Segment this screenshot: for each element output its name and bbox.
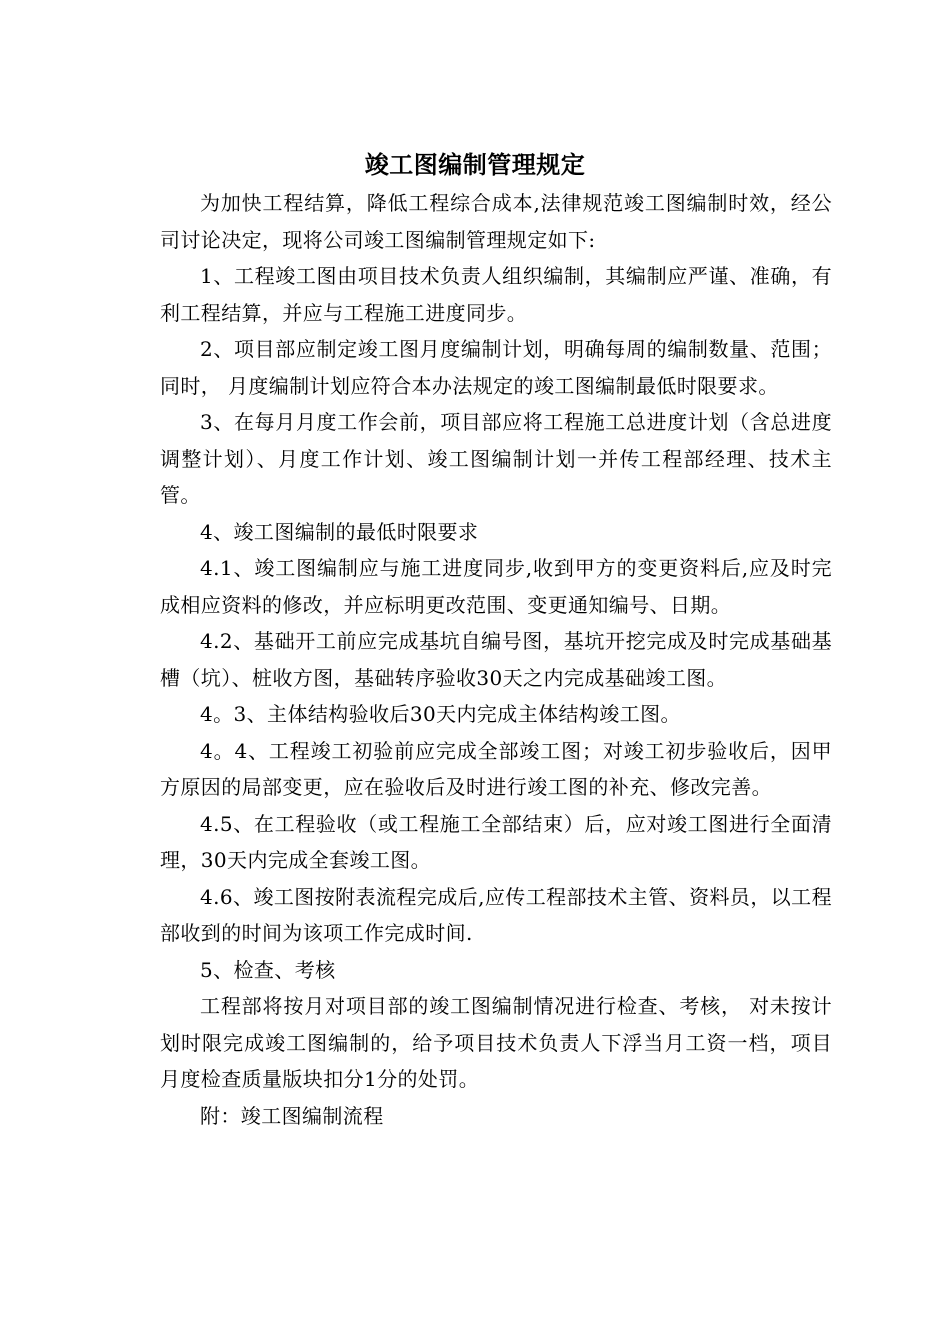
clause-5-paragraph: 工程部将按月对项目部的竣工图编制情况进行检查、考核， 对未按计划时限完成竣工图编制的，给予项目技术负责人下浮当月工资一档，项目月度检查质量版块扣分1分的处罚。 (160, 994, 832, 1091)
attachment-note: 附：竣工图编制流程 (200, 1103, 384, 1128)
document-title: 竣工图编制管理规定 (364, 151, 586, 180)
clause-1-paragraph: 1、工程竣工图由项目技术负责人组织编制，其编制应严谨、准确，有利工程结算，并应与工程施工进度同步。 (160, 264, 832, 325)
clause-2-paragraph: 2、项目部应制定竣工图月度编制计划，明确每周的编制数量、范围；同时， 月度编制计划应符合本办法规定的竣工图编制最低时限要求。 (160, 337, 832, 398)
document-body (160, 185, 832, 1134)
clause-4-1-paragraph: 4.1、竣工图编制应与施工进度同步,收到甲方的变更资料后,应及时完成相应资料的修改，并应标明更改范围、变更通知编号、日期。 (160, 556, 832, 617)
clause-5-heading: 5、检查、考核 (200, 957, 336, 982)
clause-4-5-paragraph: 4.5、在工程验收（或工程施工全部结束）后，应对竣工图进行全面清理，30天内完成全套竣工图。 (160, 811, 832, 872)
clause-4-2-paragraph: 4.2、基础开工前应完成基坑自编号图，基坑开挖完成及时完成基础基槽（坑）、桩收方图，基础转序验收30天之内完成基础竣工图。 (160, 629, 832, 690)
intro-paragraph: 为加快工程结算，降低工程综合成本,法律规范竣工图编制时效，经公司讨论决定，现将公司竣工图编制管理规定如下: (160, 191, 832, 252)
clause-4-3-paragraph: 4。3、主体结构验收后30天内完成主体结构竣工图。 (200, 702, 681, 726)
clause-4-heading: 4、竣工图编制的最低时限要求 (200, 519, 479, 544)
clause-4-4-paragraph: 4。4、工程竣工初验前应完成全部竣工图；对竣工初步验收后，因甲方原因的局部变更，应在验收后及时进行竣工图的补充、修改完善。 (160, 738, 832, 799)
clause-4-6-paragraph: 4.6、竣工图按附表流程完成后,应传工程部技术主管、资料员，以工程部收到的时间为该项工作完成时间. (160, 884, 832, 945)
clause-3-paragraph: 3、在每月月度工作会前，项目部应将工程施工总进度计划（含总进度调整计划）、月度工作计划、竣工图编制计划一并传工程部经理、技术主管。 (160, 410, 832, 507)
